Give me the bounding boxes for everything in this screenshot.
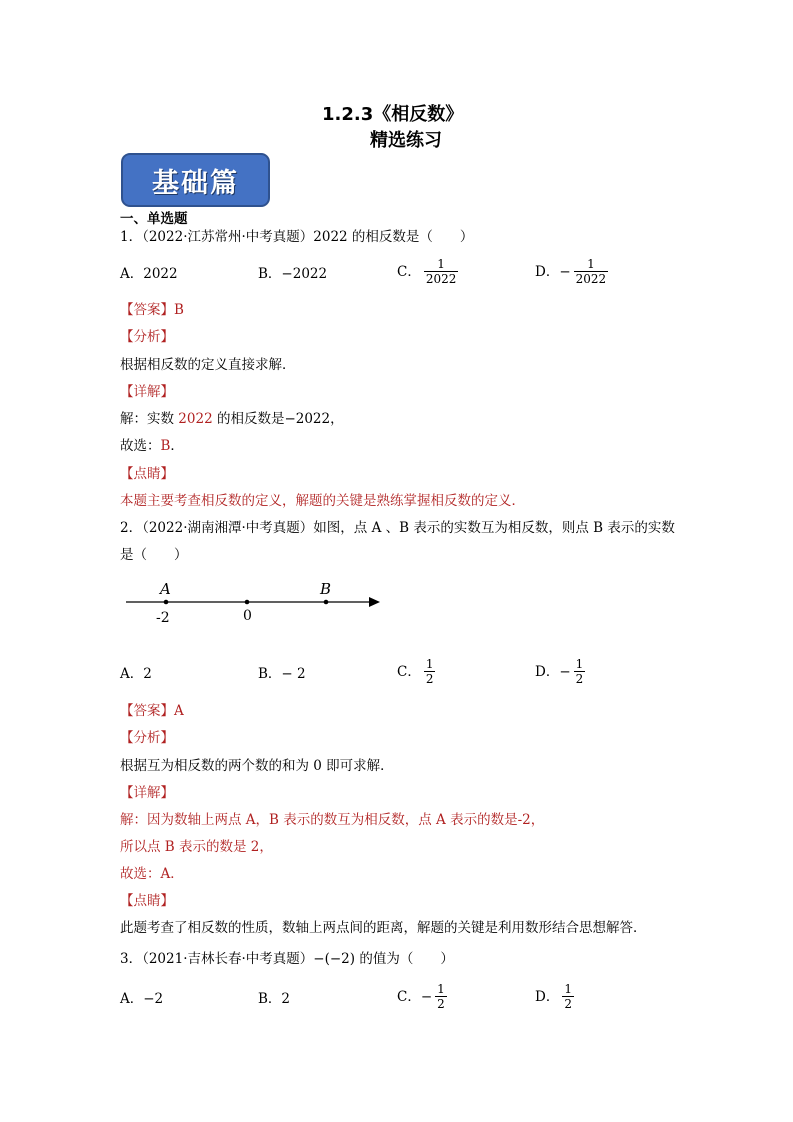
fraction-numerator: 1 <box>587 257 595 271</box>
section-banner <box>121 153 270 207</box>
q2-detail-line2: 所以点 B 表示的数是 2， <box>120 839 273 855</box>
fraction-numerator: 1 <box>425 657 434 671</box>
number-line-figure <box>120 575 390 630</box>
detail-number: 2022 <box>178 411 213 427</box>
q1-option-c-fraction <box>424 257 459 286</box>
q1-detail-label: 【详解】 <box>120 384 174 400</box>
q1-analysis-label: 【分析】 <box>120 329 174 345</box>
fraction-denominator: 2022 <box>575 272 607 286</box>
q3-option-d-prefix: D． <box>535 988 560 1005</box>
q3-option-c-fraction <box>435 982 447 1011</box>
question-1-stem: 1．（2022·江苏常州·中考真题）2022 的相反数是（ ） <box>120 229 474 245</box>
section-heading: 一、单选题 <box>120 211 188 227</box>
q3-option-b: B．2 <box>258 991 291 1007</box>
detail-text: 故选： <box>120 438 161 454</box>
q2-option-b: B．− 2 <box>258 666 306 682</box>
fraction-numerator: 1 <box>437 982 445 996</box>
fraction-denominator: 2022 <box>425 272 457 286</box>
axis-arrow <box>369 597 380 607</box>
page-title: 1.2.3《相反数》 <box>322 104 464 125</box>
point-a-label: A <box>160 580 171 598</box>
q3-option-d-fraction <box>562 982 574 1011</box>
q3-option-c <box>397 982 447 1011</box>
q2-comment-label: 【点睛】 <box>120 893 174 909</box>
q2-option-c-fraction <box>424 657 436 686</box>
q2-option-d-fraction <box>574 657 586 686</box>
fraction-denominator: 2 <box>437 997 445 1011</box>
q2-option-c <box>397 657 435 686</box>
tick-label-neg2: -2 <box>156 610 170 626</box>
q2-analysis-text: 根据互为相反数的两个数的和为 0 即可求解． <box>120 758 394 774</box>
q3-option-a: A．−2 <box>120 991 164 1007</box>
banner-text: 基础篇 <box>152 167 239 199</box>
detail-text: 的相反数是−2022， <box>212 411 344 427</box>
q2-option-d-prefix: D．− <box>535 663 571 680</box>
question-2-stem-line1: 2．（2022·湖南湘潭·中考真题）如图，点 A 、B 表示的实数互为相反数，则点 B 表示的实数 <box>120 520 675 536</box>
fraction-numerator: 1 <box>564 982 572 996</box>
q2-option-a: A．2 <box>120 666 152 682</box>
page-subtitle: 精选练习 <box>370 130 442 151</box>
answer-value: A <box>174 703 184 719</box>
detail-text: ． <box>170 438 184 454</box>
answer-label: 【答案】 <box>120 703 174 719</box>
origin-dot <box>245 600 250 605</box>
q1-detail-line1 <box>120 410 344 428</box>
q3-option-d <box>535 982 574 1011</box>
fraction-denominator: 2 <box>575 672 584 686</box>
q1-option-c-prefix: C． <box>397 263 421 280</box>
point-b-dot <box>324 600 329 605</box>
tick-label-zero: 0 <box>243 608 252 624</box>
q1-option-c <box>397 257 458 286</box>
point-b-label: B <box>320 580 332 598</box>
answer-label: 【答案】 <box>120 302 174 318</box>
point-a-dot <box>164 600 169 605</box>
q1-option-b: B．−2022 <box>258 266 328 282</box>
q1-answer <box>120 301 184 319</box>
q2-option-d <box>535 657 585 686</box>
q2-analysis-label: 【分析】 <box>120 730 174 746</box>
detail-choice: B <box>160 438 171 454</box>
answer-value: B <box>174 302 184 318</box>
question-3-stem: 3．（2021·吉林长春·中考真题）−(−2) 的值为（ ） <box>120 951 454 967</box>
q1-option-d <box>535 257 608 286</box>
fraction-numerator: 1 <box>437 257 445 271</box>
q1-detail-line2 <box>120 437 184 455</box>
q1-option-a: A．2022 <box>120 266 178 282</box>
q2-comment-text: 此题考查了相反数的性质，数轴上两点间的距离，解题的关键是利用数形结合思想解答． <box>120 920 647 936</box>
q2-detail-label: 【详解】 <box>120 785 174 801</box>
q1-analysis-text: 根据相反数的定义直接求解． <box>120 357 296 373</box>
q3-option-c-prefix: C．− <box>397 988 433 1005</box>
fraction-denominator: 2 <box>425 672 434 686</box>
q1-comment-text: 本题主要考查相反数的定义，解题的关键是熟练掌握相反数的定义． <box>120 493 525 509</box>
detail-text: 解：实数 <box>120 411 179 427</box>
question-2-stem-line2: 是（ ） <box>120 547 188 563</box>
q1-option-d-prefix: D．− <box>535 263 571 280</box>
q1-comment-label: 【点睛】 <box>120 466 174 482</box>
fraction-denominator: 2 <box>564 997 572 1011</box>
fraction-numerator: 1 <box>575 657 584 671</box>
q1-option-d-fraction <box>574 257 609 286</box>
q2-detail-line3: 故选：A． <box>120 866 184 882</box>
q2-option-c-prefix: C． <box>397 663 421 680</box>
q2-answer <box>120 702 184 720</box>
q2-detail-line1: 解：因为数轴上两点 A，B 表示的数互为相反数，点 A 表示的数是-2， <box>120 812 545 828</box>
